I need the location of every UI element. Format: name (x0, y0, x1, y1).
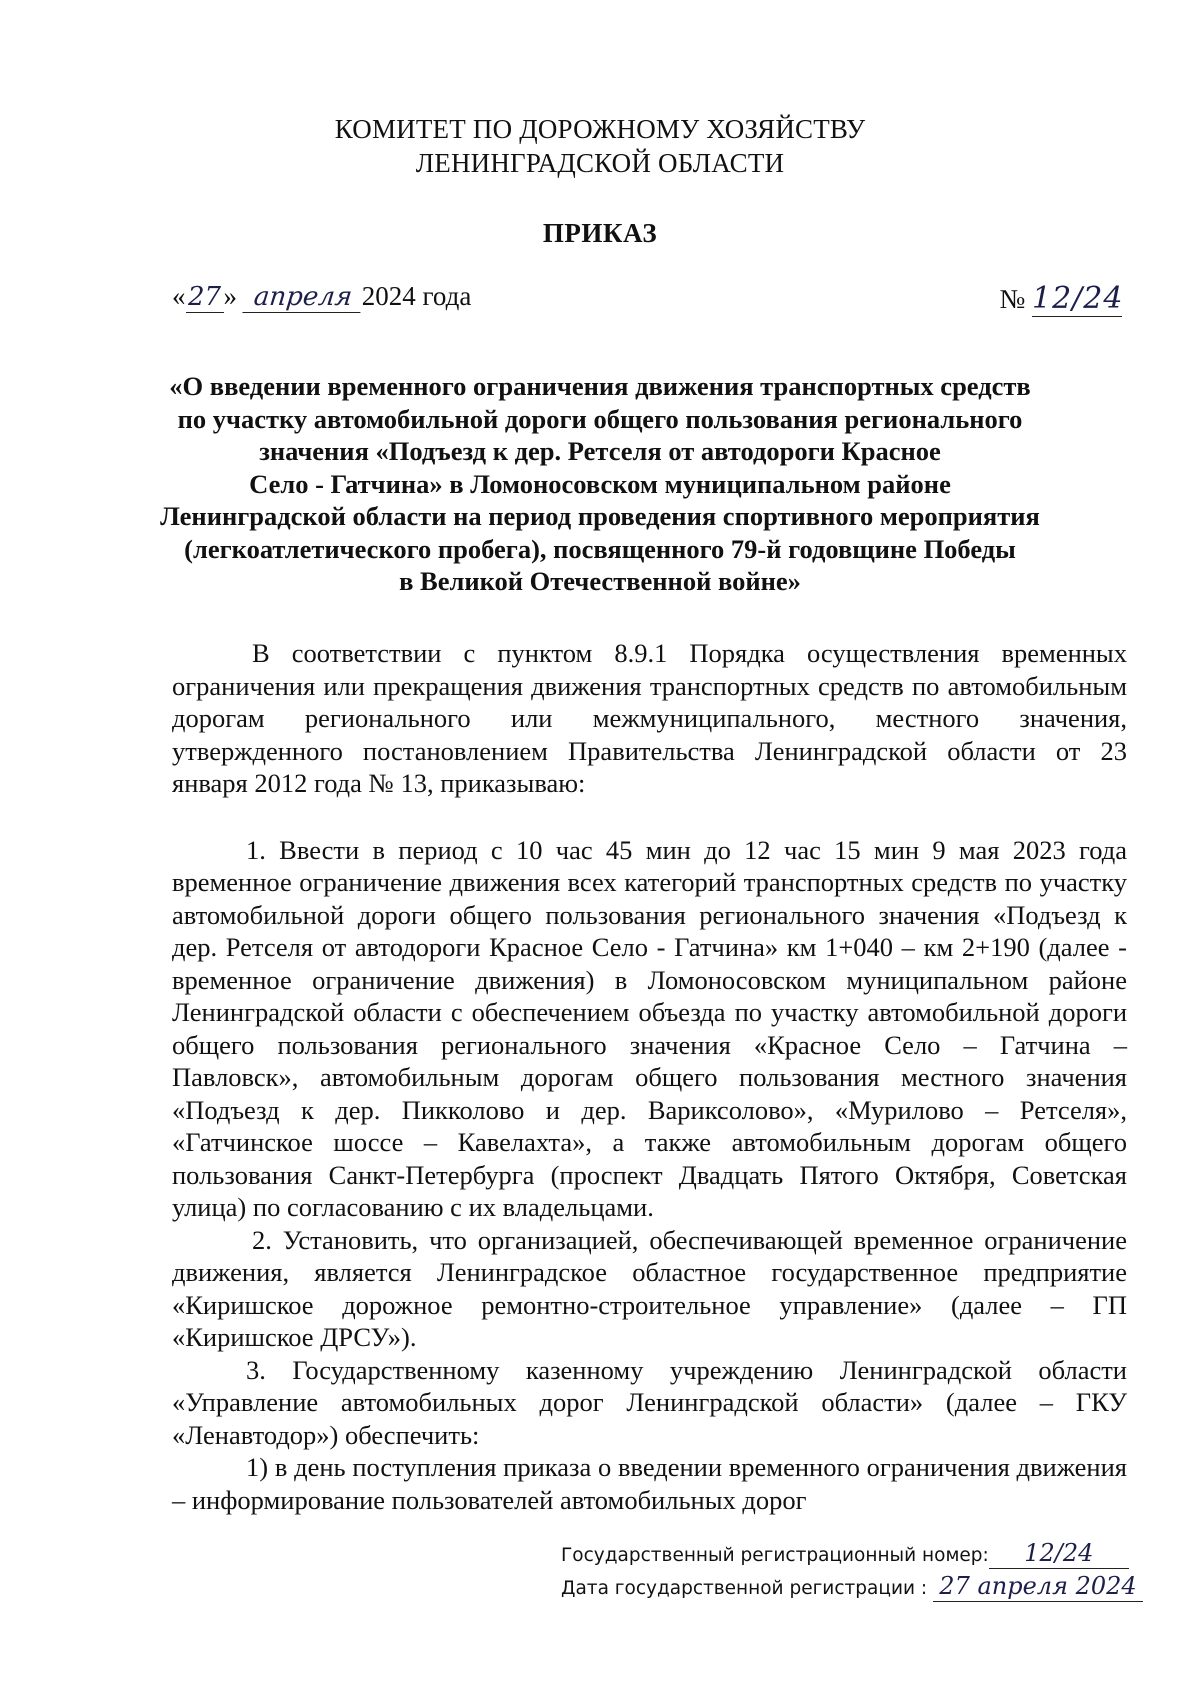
org-line-2: ЛЕНИНГРАДСКОЙ ОБЛАСТИ (415, 148, 785, 178)
preamble-paragraph: В соответствии с пунктом 8.9.1 Порядка осуществления временных ограничения или прекращения движения транспортных средств по автомобильным дорогам регионального или межмуниципального, местного значения, утвержденного постановлением Правительства Ленинградской области от 23 января 2012 года № 13, приказываю: (172, 638, 1127, 798)
handwritten-order-number: 12/24 (1032, 281, 1124, 316)
date-number-line (172, 273, 1122, 323)
title-line: значения «Подъезд к дер. Ретселя от автодороги Красное (259, 436, 941, 466)
registration-date-row (561, 1571, 1161, 1604)
document-type: ПРИКАЗ (542, 218, 658, 248)
date-year: 2024 года (361, 281, 472, 311)
organization-header (0, 112, 1200, 180)
number-sign: № (999, 284, 1026, 314)
registration-date-label: Дата государственной регистрации : (561, 1578, 928, 1599)
item-3-paragraph: 3. Государственному казенному учреждению Ленинградской области «Управление автомобильных дорог Ленинградской области» (далее – ГКУ «Ленавтодор») обеспечить: (172, 1354, 1127, 1450)
registration-number-label: Государственный регистрационный номер: (561, 1545, 989, 1566)
title-line: Село - Гатчина» в Ломоносовском муниципальном районе (249, 468, 951, 499)
handwritten-day: 27 (186, 282, 224, 313)
handwritten-registration-date: 27 апреля 2024 (933, 1571, 1143, 1602)
org-line-1: КОМИТЕТ ПО ДОРОЖНОМУ ХОЗЯЙСТВУ (334, 114, 866, 144)
title-line: Ленинградской области на период проведения спортивного мероприятия (160, 501, 1040, 531)
title-line: в Великой Отечественной войне» (399, 566, 801, 596)
handwritten-registration-number: 12/24 (989, 1538, 1129, 1569)
item-1-paragraph: 1. Ввести в период с 10 час 45 мин до 12 час 15 мин 9 мая 2023 года временное ограничение движения всех категорий транспортных средств по участку автомобильной дороги общего пользования регионального значения «Подъезд к дер. Ретселя от автодороги Красное Село - Гатчина» км 1+040 – км 2+190 (далее - временное ограничение движения) в Ломоносовском муниципальном районе Ленинградской области с обеспечением объезда по участку автомобильной дороги общего пользования регионального значения «Красное Село – Гатчина – Павловск», автомобильным дорогам общего пользования местного значения «Подъезд к дер. Пикколово и дер. Вариксолово», «Мурилово – Ретселя», «Гатчинское шоссе – Кавелахта», а также автомобильным дорогам общего пользования Санкт-Петербурга (проспект Двадцать Пятого Октября, Советская улица) по согласованию с их владельцами. (172, 834, 1127, 1222)
order-title (120, 370, 1080, 598)
order-number (999, 281, 1122, 317)
registration-number-row (561, 1538, 1161, 1571)
date-close-quote: » (223, 281, 237, 311)
date-open-quote: « (172, 281, 186, 311)
item-2-paragraph: 2. Установить, что организацией, обеспечивающей временное ограничение движения, является Ленинградское областное государственное предприятие «Киришское дорожное ремонтно-строительное управление» (далее – ГП «Киришское ДРСУ»). (172, 1224, 1127, 1352)
order-date (172, 281, 471, 313)
title-line: по участку автомобильной дороги общего пользования регионального (177, 403, 1023, 434)
item-3-1-paragraph: 1) в день поступления приказа о введении временного ограничения движения – информирование пользователей автомобильных дорог (172, 1452, 1127, 1515)
handwritten-month: апреля (242, 282, 363, 313)
title-line: «О введении временного ограничения движения транспортных средств (169, 371, 1031, 401)
title-line: (легкоатлетического пробега), посвященного 79-й годовщине Победы (184, 533, 1016, 564)
order-body (172, 637, 1127, 1516)
registration-stamp (561, 1538, 1161, 1604)
